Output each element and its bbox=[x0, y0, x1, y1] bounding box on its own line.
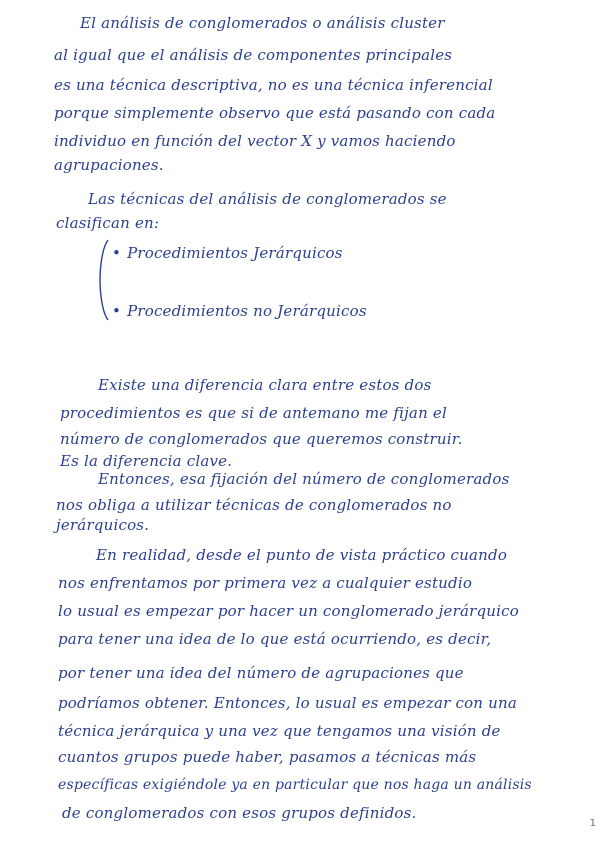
text-line: agrupaciones. bbox=[54, 156, 164, 174]
classification-item-label: Procedimientos Jerárquicos bbox=[127, 244, 343, 262]
bullet-icon: • bbox=[112, 244, 122, 262]
bracket-icon bbox=[96, 238, 110, 322]
text-line: Las técnicas del análisis de conglomerados se bbox=[88, 190, 447, 208]
classification-item-label: Procedimientos no Jerárquicos bbox=[127, 302, 367, 320]
text-line: El análisis de conglomerados o análisis cluster bbox=[80, 14, 445, 32]
text-line: procedimientos es que si de antemano me fijan el bbox=[60, 404, 447, 422]
text-line: al igual que el análisis de componentes principales bbox=[54, 46, 453, 64]
text-line: técnica jerárquica y una vez que tengamos una visión de bbox=[58, 722, 501, 740]
text-line: Es la diferencia clave. bbox=[60, 452, 233, 470]
text-line: Existe una diferencia clara entre estos dos bbox=[98, 376, 432, 394]
text-line: lo usual es empezar por hacer un conglomerado jerárquico bbox=[58, 602, 519, 620]
text-line: En realidad, desde el punto de vista práctico cuando bbox=[96, 546, 508, 564]
bullet-icon: • bbox=[112, 302, 122, 320]
text-line: para tener una idea de lo que está ocurriendo, es decir, bbox=[58, 630, 492, 648]
classification-item bbox=[112, 244, 343, 262]
text-line: jerárquicos. bbox=[56, 516, 150, 534]
classification-item bbox=[112, 302, 367, 320]
text-line: número de conglomerados que queremos construir. bbox=[60, 430, 463, 448]
text-line: Entonces, esa fijación del número de conglomerados bbox=[98, 470, 510, 488]
text-line: podríamos obtener. Entonces, lo usual es empezar con una bbox=[58, 694, 517, 712]
text-line: clasifican en: bbox=[56, 214, 160, 232]
text-line: por tener una idea del número de agrupaciones que bbox=[58, 664, 464, 682]
text-line: es una técnica descriptiva, no es una técnica inferencial bbox=[54, 76, 493, 94]
text-line: cuantos grupos puede haber, pasamos a técnicas más bbox=[58, 748, 477, 766]
text-line: individuo en función del vector X y vamos haciendo bbox=[54, 132, 456, 150]
text-line: nos obliga a utilizar técnicas de conglomerados no bbox=[56, 496, 452, 514]
text-line: específicas exigiéndole ya en particular que nos haga un análisis bbox=[58, 777, 532, 793]
page-number: 1 bbox=[589, 818, 596, 829]
text-line: nos enfrentamos por primera vez a cualquier estudio bbox=[58, 574, 473, 592]
text-line: de conglomerados con esos grupos definidos. bbox=[62, 804, 417, 822]
text-line: porque simplemente observo que está pasando con cada bbox=[54, 104, 496, 122]
